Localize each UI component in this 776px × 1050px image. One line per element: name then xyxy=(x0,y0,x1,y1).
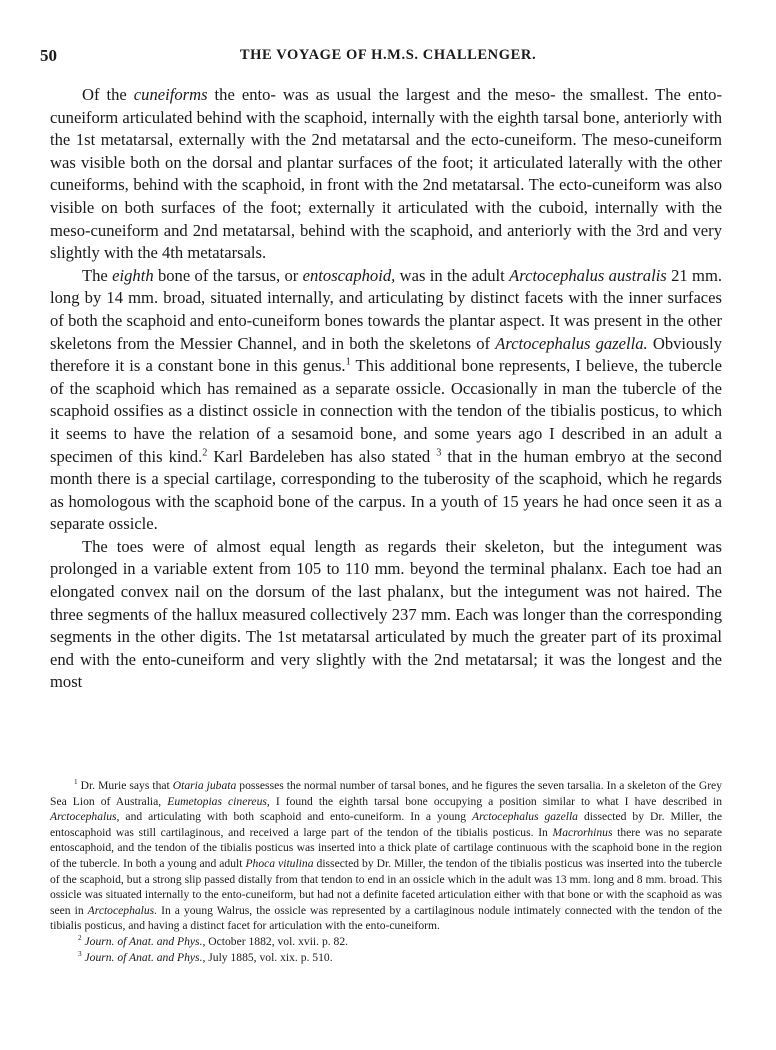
page-header xyxy=(40,46,736,68)
footnote-2: $^2$ Journ. of Anat. and Phys., October 1882, vol. xvii. p. 82. xyxy=(78,934,349,948)
running-title: THE VOYAGE OF H.M.S. CHALLENGER. xyxy=(239,47,537,63)
footnote-3: $^3$ Journ. of Anat. and Phys., July 1885, vol. xix. p. 510. xyxy=(78,949,333,964)
paragraph-toes: The toes were of almost equal length as regards their skeleton, but the integument was prolonged in a variable extent from 105 to 110 mm. beyond the terminal phalanx. Each toe had an elongated convex nail on the dorsum of the last phalanx, but the integument was not haired. The three segments of the hallux measured collectively 237 mm. Each was longer than the corresponding segments in the other digits. The 1st metatarsal articulated by much the greater part of its proximal end with the ento-cuneiform and very slightly with the 2nd metatarsal; it was the longest and the most xyxy=(50,536,722,692)
paragraph-cuneiforms: Of the cuneiforms the ento- was as usual the largest and the meso- the smallest. The ento-cuneiform articulated behind with the scaphoid, internally with the eighth tarsal bone, anteriorly with the 1st metatarsal, externally with the 2nd metatarsal and the ecto-cuneiform. The meso-cuneiform was visible both on the dorsal and plantar surfaces of the foot; it articulated laterally with the other cuneiforms, behind with the scaphoid, in front with the 2nd metatarsal. The ecto-cuneiform was also visible on both surfaces of the foot; externally it articulated with the cuboid, internally with the meso-cuneiform and 2nd metatarsal, behind with the scaphoid, and anteriorly with the 3rd and very slightly with the 4th metatarsals. xyxy=(50,85,722,263)
footnotes xyxy=(50,778,722,965)
footnote-ref-3: 3 xyxy=(436,446,442,458)
footnote-1: $^1$ Dr. Murie says that Otaria jubata possesses the normal number of tarsal bones, and he figures the seven tarsalia. In a skeleton of the Grey Sea Lion of Australia, Eumetopias cinereus, I found the eighth tarsal bone occupying a position similar to what I have described in Arctocephalus, and articulating with both scaphoid and ento-cuneiform. In a young Arctocephalus gazella dissected by Dr. Miller, the entoscaphoid was still cartilaginous, and received a large part of the tendon of the tibialis posticus. In Macrorhinus there was no separate entoscaphoid, and the tendon of the tibialis posticus was inserted into a thick plate of cartilage continuous with the scaphoid bone in the region of the tubercle. In both a young and adult Phoca vitulina dissected by Dr. Miller, the tendon of the tibialis posticus was inserted into the tubercle of the scaphoid, but a strong slip passed distally from that tendon to end in an ossicle which in the adult was 13 mm. long and 8 mm. broad. This ossicle was situated internally to the ento-cuneiform, but had not a definite faceted articulation either with that bone or with the scaphoid as was seen in Arctocephalus. In a young Walrus, the ossicle was represented by a cartilaginous nodule intimately connected with the tendon of the tibialis posticus, and having a distinct facet for articulation with the ento-cuneiform. xyxy=(50,778,722,933)
footnote-marker: 1 xyxy=(74,778,78,787)
footnote-ref-1: 1 xyxy=(345,356,351,368)
body-text xyxy=(50,84,722,694)
page-number: 50 xyxy=(40,46,57,65)
paragraph-entoscaphoid: The eighth bone of the tarsus, or entoscaphoid, was in the adult Arctocephalus australis 21 mm. long by 14 mm. broad, situated internally, and articulating by distinct facets with the inner surfaces of both the scaphoid and ento-cuneiform bones towards the plantar aspect. It was present in the other skeletons from the Messier Channel, and in both the skeletons of Arctocephalus gazella. Obviously therefore it is a constant bone in this genus.$^1$ This additional bone represents, I believe, the tubercle of the scaphoid which has remained as a separate ossicle. Occasionally in man the tubercle of the scaphoid ossifies as a distinct ossicle in connection with the tendon of the tibialis posticus, to which it seems to have the relation of a sesamoid bone, and some years ago I described in an adult a specimen of this kind.$^2$ Karl Bardeleben has also stated $^3$ that in the human embryo at the second month there is a special cartilage, corresponding to the tuberosity of the scaphoid, which he regards as homologous with the scaphoid bone of the carpus. In a youth of 15 years he had once seen it as a separate ossicle. xyxy=(50,265,723,534)
footnote-marker: 2 xyxy=(78,934,82,943)
footnote-ref-2: 2 xyxy=(202,446,208,458)
footnote-marker: 3 xyxy=(78,949,82,958)
